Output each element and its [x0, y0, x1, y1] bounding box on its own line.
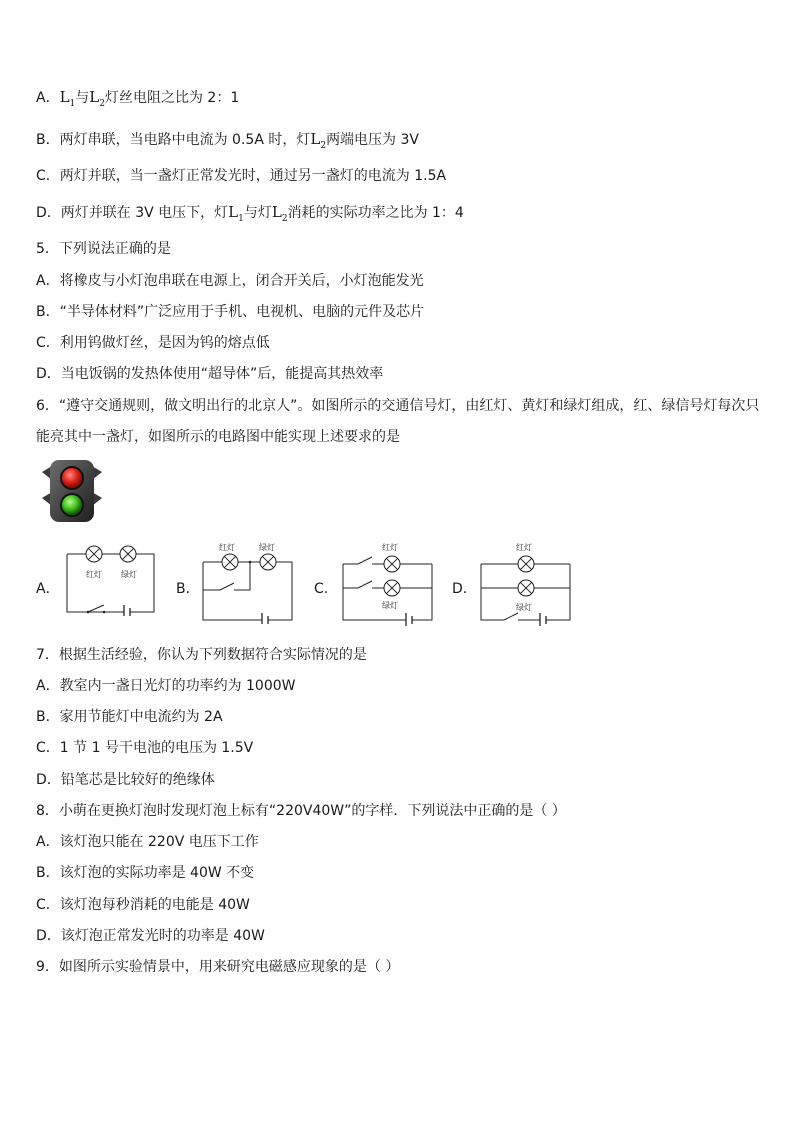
circuit-diagram-a: [62, 544, 158, 616]
q4-option-d: D．两灯并联在 3V 电压下，灯$L_1$与灯$L_2$消耗的实际功率之比为 1：4: [36, 203, 464, 224]
red-lamp-label: 红灯: [382, 543, 398, 552]
option-letter: A．: [36, 90, 60, 106]
green-lamp-label: 绿灯: [382, 601, 398, 610]
q5-option-d: D．当电饭锅的发热体使用“超导体”后，能提高其热效率: [36, 366, 384, 382]
q7-option-d: D．铅笔芯是比较好的绝缘体: [36, 772, 215, 788]
green-lamp-label: 绿灯: [121, 570, 137, 579]
q7-stem: 7．根据生活经验，你认为下列数据符合实际情况的是: [36, 647, 367, 663]
l1-symbol: $L_1$: [59, 88, 76, 109]
green-lamp-label: 绿灯: [516, 603, 532, 612]
q7-option-a: A．教室内一盏日光灯的功率约为 1000W: [36, 678, 296, 694]
q8-option-d: D．该灯泡正常发光时的功率是 40W: [36, 928, 265, 944]
l1-symbol: $L_1$: [228, 203, 244, 224]
q9-stem: 9．如图所示实验情景中，用来研究电磁感应现象的是（ ）: [36, 959, 400, 975]
q5-option-c: C．利用钨做灯丝，是因为钨的熔点低: [36, 335, 270, 351]
red-lamp-label: 红灯: [516, 543, 532, 552]
q5-option-b: B．“半导体材料”广泛应用于手机、电视机、电脑的元件及芯片: [36, 304, 425, 320]
q4-option-b: B．两灯串联，当电路中电流为 0.5A 时，灯$L_2$两端电压为 3V: [36, 130, 419, 151]
q8-option-a: A．该灯泡只能在 220V 电压下工作: [36, 834, 259, 850]
l2-symbol: $L_2$: [271, 203, 288, 224]
q5-option-a: A．将橡皮与小灯泡串联在电源上，闭合开关后，小灯泡能发光: [36, 273, 424, 289]
q8-option-c: C．该灯泡每秒消耗的电能是 40W: [36, 897, 250, 913]
red-lamp-label: 红灯: [219, 543, 235, 552]
circuit-diagram-b: [198, 540, 298, 624]
q8-stem: 8．小萌在更换灯泡时发现灯泡上标有“220V40W”的字样．下列说法中正确的是（ ）: [36, 803, 566, 819]
l2-symbol: $L_2$: [89, 88, 105, 109]
circuit-d-label: D．: [452, 581, 477, 597]
q4-option-a: A．$L_1$与$L_2$灯丝电阻之比为 2：1: [36, 88, 240, 109]
circuit-a-label: A．: [36, 581, 60, 597]
q4-option-c: C．两灯并联，当一盏灯正常发光时，通过另一盏灯的电流为 1.5A: [36, 168, 447, 184]
q6-stem-line1: 6．“遵守交通规则，做文明出行的北京人”。如图所示的交通信号灯，由红灯、黄灯和绿灯组成，红、绿信号灯每次只: [36, 398, 760, 414]
q7-option-c: C．1 节 1 号干电池的电压为 1.5V: [36, 740, 254, 756]
q5-stem: 5．下列说法正确的是: [36, 241, 171, 257]
circuit-b-label: B．: [176, 581, 200, 597]
green-lamp-label: 绿灯: [259, 543, 275, 552]
q7-option-b: B．家用节能灯中电流约为 2A: [36, 709, 223, 725]
q8-option-b: B．该灯泡的实际功率是 40W 不变: [36, 865, 255, 881]
red-lamp-label: 红灯: [86, 570, 102, 579]
l2-symbol: $L_2$: [310, 130, 327, 151]
circuit-diagram-d: [476, 540, 576, 626]
traffic-light-image: [40, 458, 104, 524]
circuit-diagram-c: [336, 540, 438, 626]
circuit-c-label: C．: [314, 581, 338, 597]
q6-stem-line2: 能亮其中一盏灯，如图所示的电路图中能实现上述要求的是: [36, 429, 400, 445]
